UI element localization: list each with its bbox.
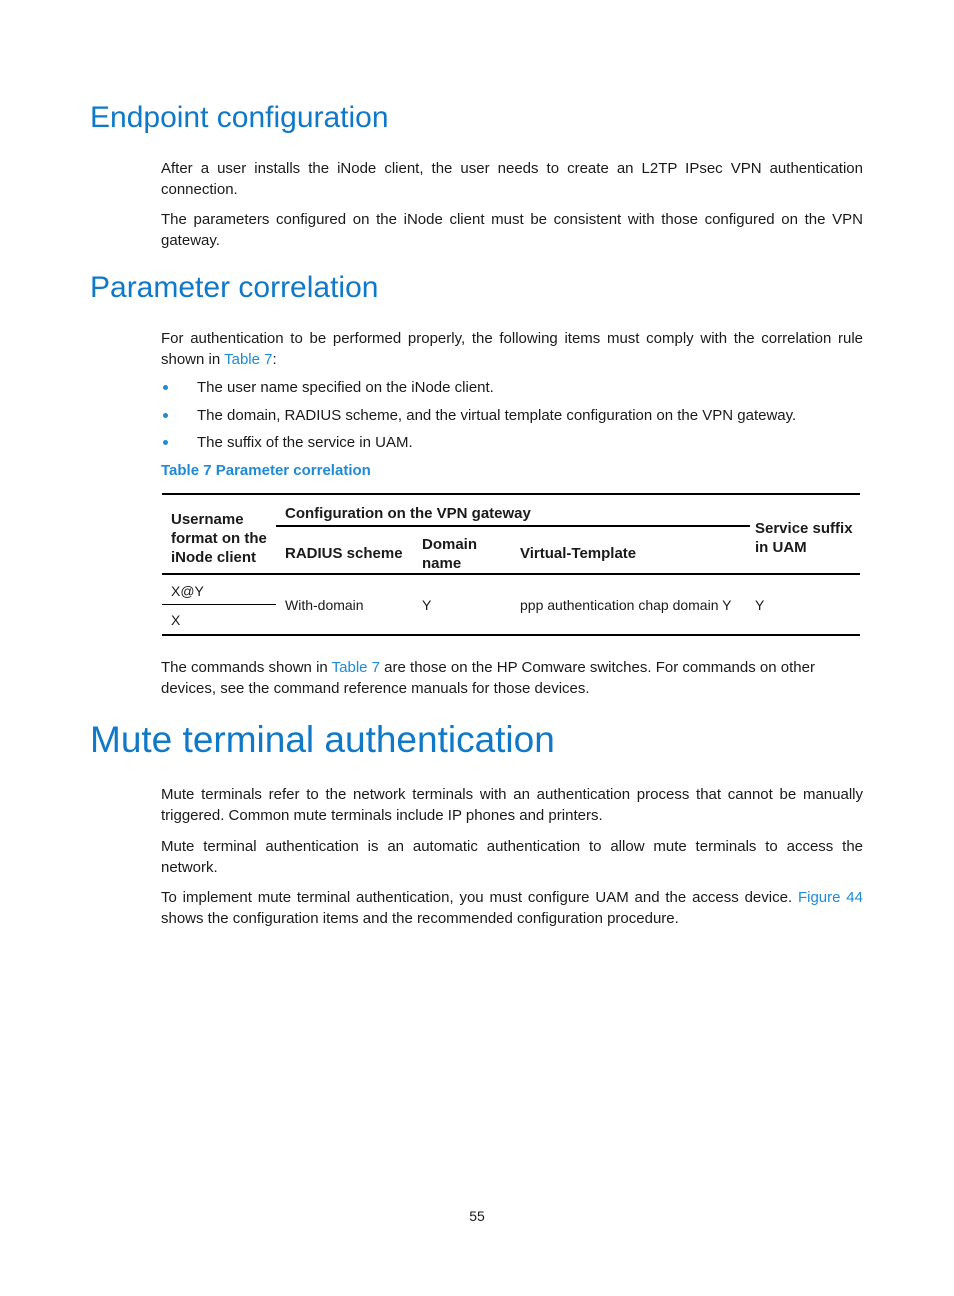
- table-bottom-rule: [162, 634, 860, 636]
- bullet-text: The domain, RADIUS scheme, and the virtual template configuration on the VPN gateway.: [197, 406, 797, 424]
- list-item: [161, 377, 796, 405]
- endpoint-paragraph-2: The parameters configured on the iNode client must be consistent with those configured on the VPN gateway.: [161, 211, 863, 249]
- heading-mute-terminal-authentication: Mute terminal authentication: [90, 719, 555, 760]
- figure-44-link[interactable]: Figure 44: [797, 889, 863, 906]
- page-number: 55: [469, 1208, 485, 1224]
- table-header-rule: [162, 573, 860, 575]
- commands-note-paragraph: [161, 657, 869, 699]
- cell-service-suffix: Y: [755, 597, 765, 613]
- mute-p3-text: To implement mute terminal authentication, you must configure UAM and the access device.: [161, 889, 798, 906]
- commands-note-text: The commands shown in: [161, 659, 332, 676]
- table-top-rule: [162, 493, 860, 495]
- cell-radius-scheme: With-domain: [285, 597, 364, 613]
- header-radius-scheme: RADIUS scheme: [285, 545, 403, 562]
- bullet-icon: [163, 413, 168, 418]
- mute-paragraph-3: [161, 887, 863, 929]
- mute-p3-rest: shows the configuration items and the recommended configuration procedure.: [161, 910, 679, 927]
- header-username-format: Username format on the iNode client: [171, 511, 267, 566]
- param-intro-text: For authentication to be performed properly, the following items must comply with the correlation rule shown in: [161, 330, 863, 368]
- param-bullet-list: [161, 377, 796, 460]
- param-intro-paragraph: [161, 328, 863, 370]
- cell-username-x: X: [171, 612, 181, 628]
- cell-username-xy: X@Y: [171, 583, 204, 599]
- bullet-text: The suffix of the service in UAM.: [197, 434, 413, 451]
- header-domain-name: Domain name: [422, 536, 478, 572]
- table-group-rule: [276, 525, 750, 527]
- table-row-divider: [162, 604, 276, 605]
- header-virtual-template: Virtual-Template: [520, 545, 637, 562]
- parameter-correlation-table: [162, 493, 860, 636]
- table-7-link[interactable]: Table 7: [331, 659, 381, 676]
- table-caption: Table 7 Parameter correlation: [161, 462, 371, 479]
- list-item: [161, 432, 796, 460]
- bullet-icon: [163, 385, 168, 390]
- param-intro-suffix: :: [272, 351, 277, 368]
- endpoint-paragraph-1: After a user installs the iNode client, the user needs to create an L2TP IPsec VPN authentication connection.: [161, 160, 863, 198]
- cell-virtual-template: ppp authentication chap domain Y: [520, 597, 732, 613]
- heading-parameter-correlation: Parameter correlation: [90, 271, 379, 304]
- header-vpn-gateway: Configuration on the VPN gateway: [285, 505, 531, 522]
- heading-endpoint-configuration: Endpoint configuration: [90, 101, 389, 134]
- header-service-suffix: Service suffix in UAM: [755, 520, 853, 556]
- cell-domain-name: Y: [422, 597, 432, 613]
- commands-note-rest: are those on the HP Comware switches. For commands on other devices, see the command reference manuals for those devices.: [161, 659, 815, 697]
- mute-paragraph-1: Mute terminals refer to the network terminals with an authentication process that cannot be manually triggered. Common mute terminals include IP phones and printers.: [161, 786, 863, 824]
- mute-paragraph-2: Mute terminal authentication is an automatic authentication to allow mute terminals to access the network.: [161, 838, 863, 876]
- table-7-link[interactable]: Table 7: [224, 351, 273, 368]
- list-item: [161, 405, 796, 433]
- bullet-text: The user name specified on the iNode client.: [197, 379, 494, 396]
- bullet-icon: [163, 440, 168, 445]
